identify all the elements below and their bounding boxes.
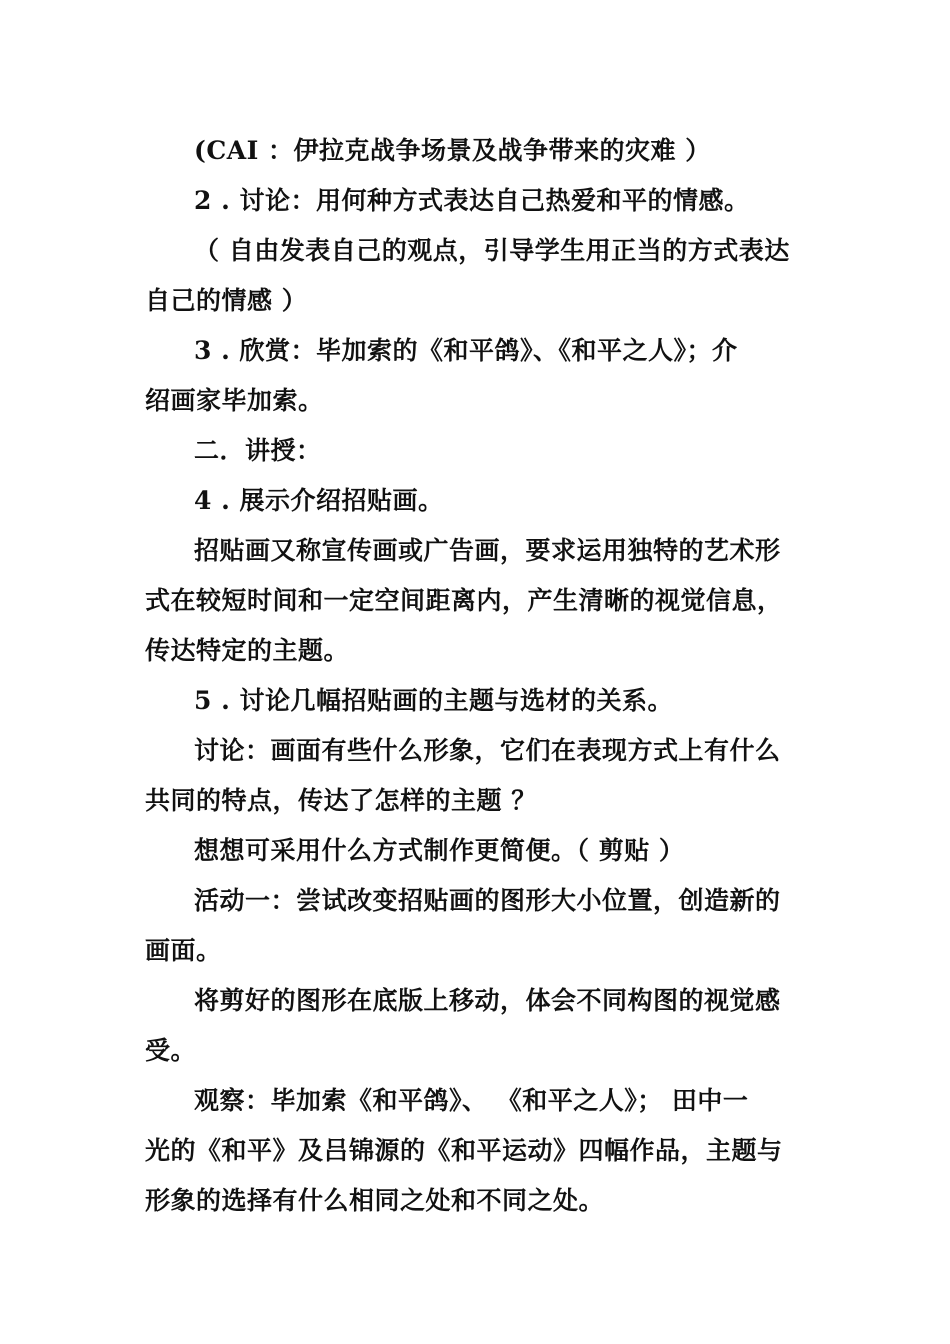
section-heading: 二．讲授：: [194, 436, 322, 465]
text-line: 画面。: [145, 936, 222, 965]
text-line: 光的《和平》及吕锦源的《和平运动》四幅作品，主题与: [145, 1136, 783, 1165]
text-line: 自己的情感 ）: [145, 286, 308, 315]
text-line: 将剪好的图形在底版上移动，体会不同构图的视觉感: [194, 986, 781, 1015]
text-line: (CAI ：伊拉克战争场景及战争带来的灾难 ）: [194, 136, 711, 165]
text-line: （ 自由发表自己的观点，引导学生用正当的方式表达: [194, 236, 790, 265]
text-line: 想想可采用什么方式制作更简便。（ 剪贴 ）: [194, 836, 685, 865]
text-line: 形象的选择有什么相同之处和不同之处。: [145, 1186, 605, 1215]
text-line: 3 . 欣赏：毕加索的《和平鸽》、《和平之人》；介: [194, 336, 738, 365]
text-line: 受。: [145, 1036, 197, 1065]
text-line: 2 . 讨论：用何种方式表达自己热爱和平的情感。: [194, 186, 750, 215]
text-line: 4 . 展示介绍招贴画。: [194, 486, 444, 515]
text-line: 5 . 讨论几幅招贴画的主题与选材的关系。: [194, 686, 674, 715]
text-line: 绍画家毕加索。: [145, 386, 324, 415]
text-line: 传达特定的主题。: [145, 636, 350, 665]
text-line: 观察：毕加索《和平鸽》、 《和平之人》； 田中一: [194, 1086, 749, 1115]
text-line: 招贴画又称宣传画或广告画，要求运用独特的艺术形: [194, 536, 781, 565]
text-line: 式在较短时间和一定空间距离内，产生清晰的视觉信息，: [145, 586, 783, 615]
text-line: 讨论：画面有些什么形象，它们在表现方式上有什么: [194, 736, 781, 765]
text-line: 共同的特点，传达了怎样的主题 ？: [145, 786, 537, 815]
text-line: 活动一：尝试改变招贴画的图形大小位置，创造新的: [194, 886, 781, 915]
